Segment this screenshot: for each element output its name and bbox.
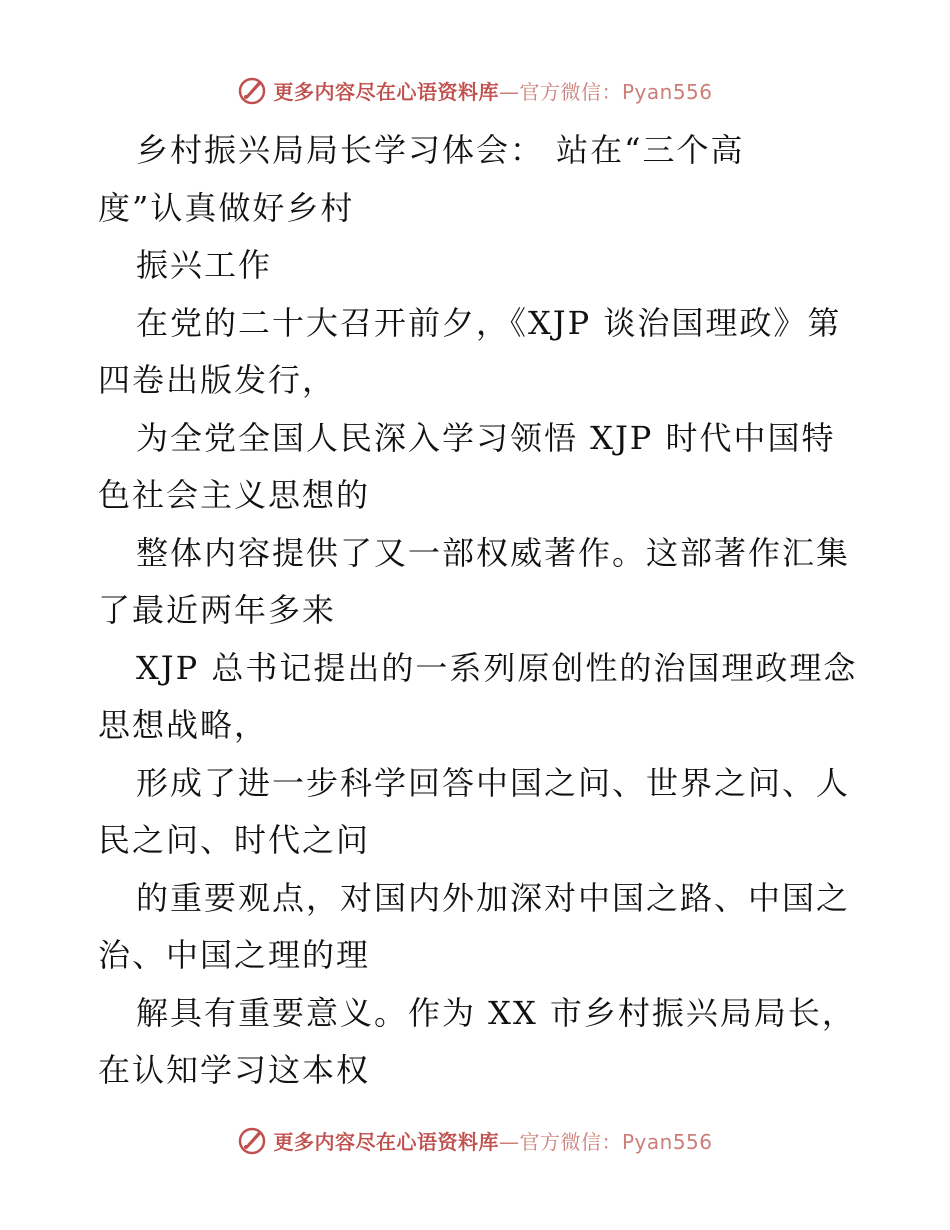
paragraph-line: 了最近两年多来 (98, 591, 337, 629)
paragraph-line: 四卷出版发行， (98, 361, 337, 399)
paragraph-line: 振兴工作 (136, 246, 273, 284)
red-quill-logo-icon (237, 75, 267, 105)
paragraph-line: 乡村振兴局局长学习体会： 站在“三个高 (136, 131, 745, 169)
paragraph-line: 整体内容提供了又一部权威著作。这部著作汇集 (136, 533, 851, 572)
paragraph-line: 解具有重要意义。作为 XX 市乡村振兴局局长， (136, 993, 856, 1032)
watermark-dash: — (498, 79, 520, 104)
paragraph-line: 的重要观点，对国内外加深对中国之路、中国之 (136, 878, 851, 917)
paragraph-line: 色社会主义思想的 (98, 476, 371, 514)
paragraph-line: 治、中国之理的理 (98, 936, 371, 974)
paragraph-line: 形成了进一步科学回答中国之问、世界之问、人 (136, 763, 851, 802)
red-quill-logo-icon (237, 1125, 267, 1155)
header-watermark (0, 70, 950, 110)
watermark-contact-label: 官方微信： (519, 79, 622, 104)
watermark-contact-id: Pyan556 (621, 1129, 713, 1154)
watermark-brand: 更多内容尽在心语资料库 (273, 1129, 499, 1154)
watermark-text (273, 76, 712, 105)
watermark-text (273, 1126, 712, 1155)
paragraph-line: 为全党全国人民深入学习领悟 XJP 时代中国特 (136, 418, 836, 457)
watermark-brand: 更多内容尽在心语资料库 (273, 79, 499, 104)
paragraph-line: 度”认真做好乡村 (98, 188, 355, 227)
watermark-contact-label: 官方微信： (519, 1129, 622, 1154)
document-body (98, 122, 858, 1100)
paragraph-line: 在党的二十大召开前夕，《XJP 谈治国理政》第 (136, 303, 842, 342)
paragraph-line: 思想战略， (98, 706, 269, 744)
watermark-dash: — (498, 1129, 520, 1154)
paragraph-line: XJP 总书记提出的一系列原创性的治国理政理念 (136, 648, 858, 687)
paragraph-line: 民之问、时代之问 (98, 821, 371, 859)
watermark-contact-id: Pyan556 (621, 79, 713, 104)
footer-watermark (0, 1120, 950, 1160)
paragraph-line: 在认知学习这本权 (98, 1051, 371, 1089)
